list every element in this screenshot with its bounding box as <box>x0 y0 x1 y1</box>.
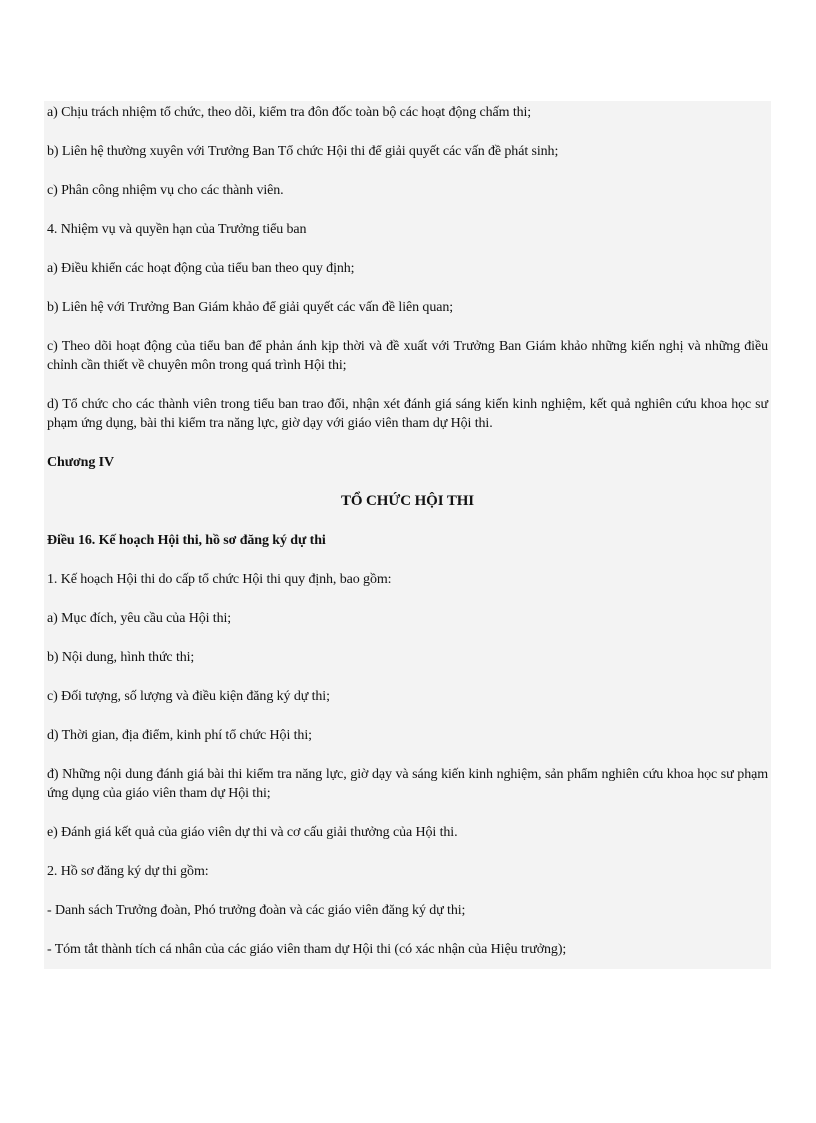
paragraph: c) Theo dõi hoạt động của tiểu ban để phản ánh kịp thời và đề xuất với Trưởng Ban Giám khảo những kiến nghị và những điều chỉnh cần thiết về chuyên môn trong quá trình Hội thi; <box>47 339 768 373</box>
paragraph: c) Đối tượng, số lượng và điều kiện đăng ký dự thi; <box>47 689 330 704</box>
paragraph: e) Đánh giá kết quả của giáo viên dự thi và cơ cấu giải thưởng của Hội thi. <box>47 825 458 840</box>
paragraph: 4. Nhiệm vụ và quyền hạn của Trưởng tiểu ban <box>47 222 307 237</box>
paragraph: b) Liên hệ thường xuyên với Trưởng Ban Tổ chức Hội thi để giải quyết các vấn đề phát sinh; <box>47 144 559 159</box>
paragraph: 1. Kế hoạch Hội thi do cấp tổ chức Hội thi quy định, bao gồm: <box>47 572 392 587</box>
paragraph: 2. Hồ sơ đăng ký dự thi gồm: <box>47 864 209 879</box>
paragraph: - Danh sách Trưởng đoàn, Phó trưởng đoàn và các giáo viên đăng ký dự thi; <box>47 903 466 918</box>
paragraph: a) Chịu trách nhiệm tổ chức, theo dõi, kiểm tra đôn đốc toàn bộ các hoạt động chấm thi; <box>47 105 532 120</box>
paragraph: a) Điều khiển các hoạt động của tiểu ban theo quy định; <box>47 261 355 276</box>
paragraph: c) Phân công nhiệm vụ cho các thành viên. <box>47 183 284 198</box>
paragraph: d) Tổ chức cho các thành viên trong tiểu ban trao đổi, nhận xét đánh giá sáng kiến kinh nghiệm, kết quả nghiên cứu khoa học sư phạm ứng dụng, bài thi kiểm tra năng lực, giờ dạy với giáo viên tham dự Hội thi. <box>47 397 768 431</box>
chapter-title: TỔ CHỨC HỘI THI <box>340 493 475 509</box>
paragraph: đ) Những nội dung đánh giá bài thi kiểm tra năng lực, giờ dạy và sáng kiến kinh nghiệm, sản phẩm nghiên cứu khoa học sư phạm ứng dụng của giáo viên tham dự Hội thi; <box>47 767 768 801</box>
document-body <box>47 103 768 979</box>
paragraph: b) Nội dung, hình thức thi; <box>47 650 195 665</box>
paragraph: - Tóm tắt thành tích cá nhân của các giáo viên tham dự Hội thi (có xác nhận của Hiệu trưởng); <box>47 942 567 957</box>
chapter-label: Chương IV <box>47 455 114 470</box>
paragraph: d) Thời gian, địa điểm, kinh phí tổ chức Hội thi; <box>47 728 312 743</box>
paragraph: b) Liên hệ với Trưởng Ban Giám khảo để giải quyết các vấn đề liên quan; <box>47 300 454 315</box>
paragraph: a) Mục đích, yêu cầu của Hội thi; <box>47 611 232 626</box>
article-heading: Điều 16. Kế hoạch Hội thi, hồ sơ đăng ký dự thi <box>47 533 326 548</box>
